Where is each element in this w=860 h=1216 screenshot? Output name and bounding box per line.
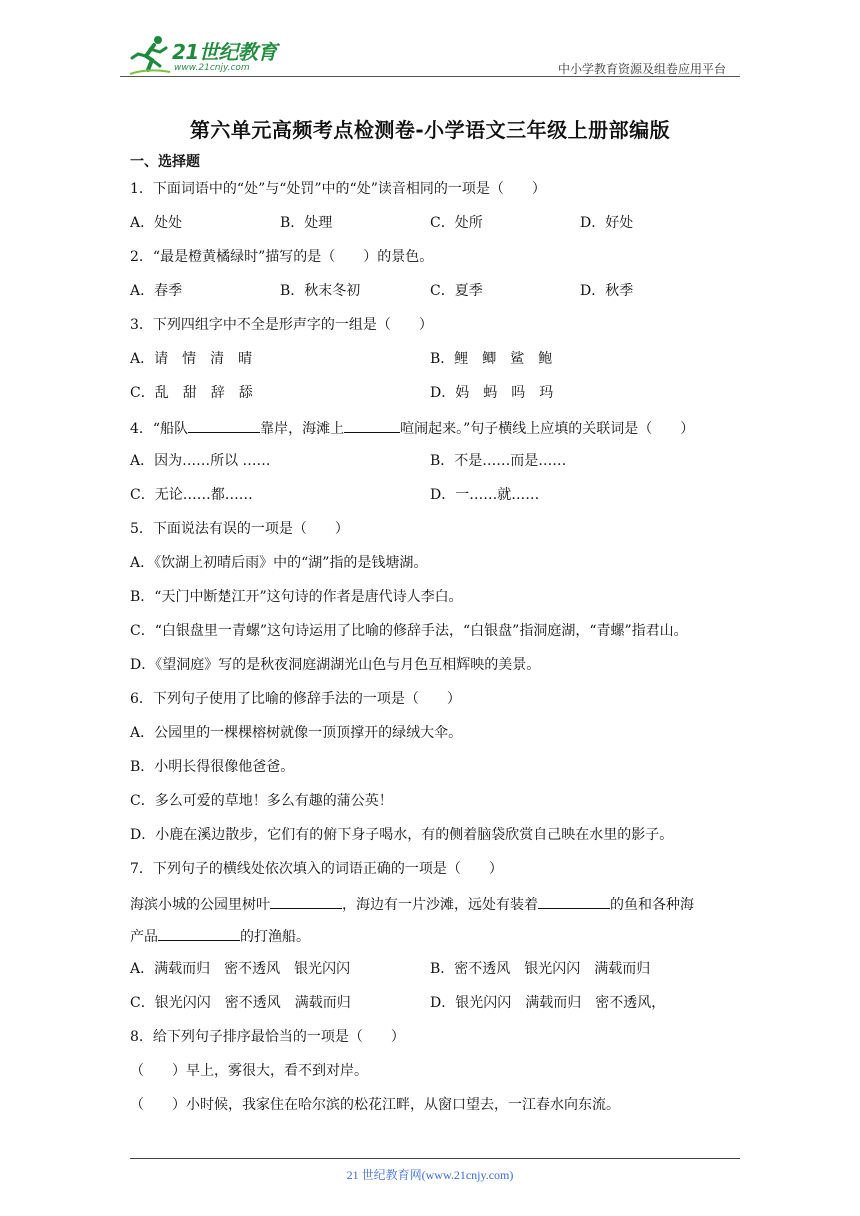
q6-option-c[interactable]: C．多么可爱的草地！多么有趣的蒲公英！ xyxy=(130,793,393,809)
q4-option-d[interactable]: D．一……就…… xyxy=(430,487,540,503)
page-header xyxy=(128,30,740,80)
q7-option-c[interactable]: C．银光闪闪 密不透风 满载而归 xyxy=(130,995,351,1011)
q7-passage-line-2 xyxy=(130,926,310,946)
q8-item-1[interactable]: （ ）早上，雾很大，看不到对岸。 xyxy=(130,1063,368,1079)
q2-option-b[interactable]: B．秋末冬初 xyxy=(280,283,361,299)
q1-option-c[interactable]: C．处所 xyxy=(430,215,483,231)
q4-stem-part-c: 喧闹起来。”句子横线上应填的关联词是（ ） xyxy=(400,421,695,437)
q5-option-b[interactable]: B．“天门中断楚江开”这句诗的作者是唐代诗人李白。 xyxy=(130,589,463,605)
question-3-stem: 3．下列四组字中不全是形声字的一组是（ ） xyxy=(130,317,433,333)
q4-blank-2[interactable] xyxy=(344,418,400,433)
q7-passage-line-1 xyxy=(130,894,694,914)
q4-option-a[interactable]: A．因为……所以 …… xyxy=(130,453,271,469)
q7-blank-2[interactable] xyxy=(538,894,610,909)
header-divider xyxy=(120,76,740,77)
question-6-stem: 6．下列句子使用了比喻的修辞手法的一项是（ ） xyxy=(130,691,461,707)
q7-text-c: 的鱼和各种海 xyxy=(610,897,694,913)
q1-option-b[interactable]: B．处理 xyxy=(280,215,333,231)
q7-text-d: 产品 xyxy=(130,929,158,945)
q3-option-b[interactable]: B．鲤 鲫 鲨 鲍 xyxy=(430,351,553,367)
q1-option-d[interactable]: D．好处 xyxy=(580,215,634,231)
q7-option-d[interactable]: D．银光闪闪 满载而归 密不透风， xyxy=(430,995,666,1011)
site-logo[interactable] xyxy=(128,34,288,78)
question-4-stem xyxy=(130,418,694,438)
q4-option-c[interactable]: C．无论……都…… xyxy=(130,487,253,503)
q2-option-d[interactable]: D．秋季 xyxy=(580,283,634,299)
q7-text-b: ，海边有一片沙滩，远处有装着 xyxy=(342,897,538,913)
brand-url: www.21cnjy.com xyxy=(174,63,250,73)
q6-option-d[interactable]: D．小鹿在溪边散步，它们有的俯下身子喝水，有的侧着脑袋欣赏自己映在水里的影子。 xyxy=(130,827,674,843)
q4-stem-part-a: 4．“船队 xyxy=(130,421,189,437)
page-footer[interactable]: 21 世纪教育网(www.21cnjy.com) xyxy=(346,1168,514,1182)
q6-option-a[interactable]: A．公园里的一棵棵榕树就像一顶顶撑开的绿绒大伞。 xyxy=(130,725,463,741)
q5-option-a[interactable]: A．《饮湖上初晴后雨》中的“湖”指的是钱塘湖。 xyxy=(130,555,428,571)
q5-option-d[interactable]: D．《望洞庭》写的是秋夜洞庭湖湖光山色与月色互相辉映的美景。 xyxy=(130,657,541,673)
q3-option-c[interactable]: C．乱 甜 辞 舔 xyxy=(130,385,253,401)
page-title: 第六单元高频考点检测卷-小学语文三年级上册部编版 xyxy=(189,118,671,142)
question-8-stem: 8．给下列句子排序最恰当的一项是（ ） xyxy=(130,1029,405,1045)
q5-option-c[interactable]: C．“白银盘里一青螺”这句诗运用了比喻的修辞手法，“白银盘”指洞庭湖，“青螺”指君山。 xyxy=(130,623,688,639)
q4-option-b[interactable]: B．不是……而是…… xyxy=(430,453,567,469)
q6-option-b[interactable]: B．小明长得很像他爸爸。 xyxy=(130,759,295,775)
q7-blank-3[interactable] xyxy=(158,926,240,941)
q4-stem-part-b: 靠岸，海滩上 xyxy=(260,421,345,437)
question-5-stem: 5．下面说法有误的一项是（ ） xyxy=(130,521,349,537)
question-7-stem: 7．下列句子的横线处依次填入的词语正确的一项是（ ） xyxy=(130,861,503,877)
q7-option-b[interactable]: B．密不透风 银光闪闪 满载而归 xyxy=(430,961,651,977)
q8-item-2[interactable]: （ ）小时候，我家住在哈尔滨的松花江畔，从窗口望去，一江春水向东流。 xyxy=(130,1097,620,1113)
q3-option-d[interactable]: D．妈 蚂 吗 玛 xyxy=(430,385,554,401)
runner-icon xyxy=(128,34,172,78)
q2-option-a[interactable]: A．春季 xyxy=(130,283,183,299)
q7-text-e: 的打渔船。 xyxy=(240,929,310,945)
question-2-stem: 2．“最是橙黄橘绿时”描写的是（ ）的景色。 xyxy=(130,249,434,265)
q1-option-a[interactable]: A．处处 xyxy=(130,215,183,231)
q3-option-a[interactable]: A．请 情 清 晴 xyxy=(130,351,253,367)
q2-option-c[interactable]: C．夏季 xyxy=(430,283,483,299)
header-tagline: 中小学教育资源及组卷应用平台 xyxy=(557,62,726,76)
q7-blank-1[interactable] xyxy=(270,894,342,909)
footer-divider xyxy=(130,1158,740,1159)
question-1-stem: 1．下面词语中的“处”与“处罚”中的“处”读音相同的一项是（ ） xyxy=(130,181,546,197)
brand-name: 21世纪教育 xyxy=(172,40,277,64)
section-heading: 一、选择题 xyxy=(130,154,200,170)
q7-option-a[interactable]: A．满载而归 密不透风 银光闪闪 xyxy=(130,961,351,977)
q4-blank-1[interactable] xyxy=(188,418,260,433)
q7-text-a: 海滨小城的公园里树叶 xyxy=(130,897,270,913)
